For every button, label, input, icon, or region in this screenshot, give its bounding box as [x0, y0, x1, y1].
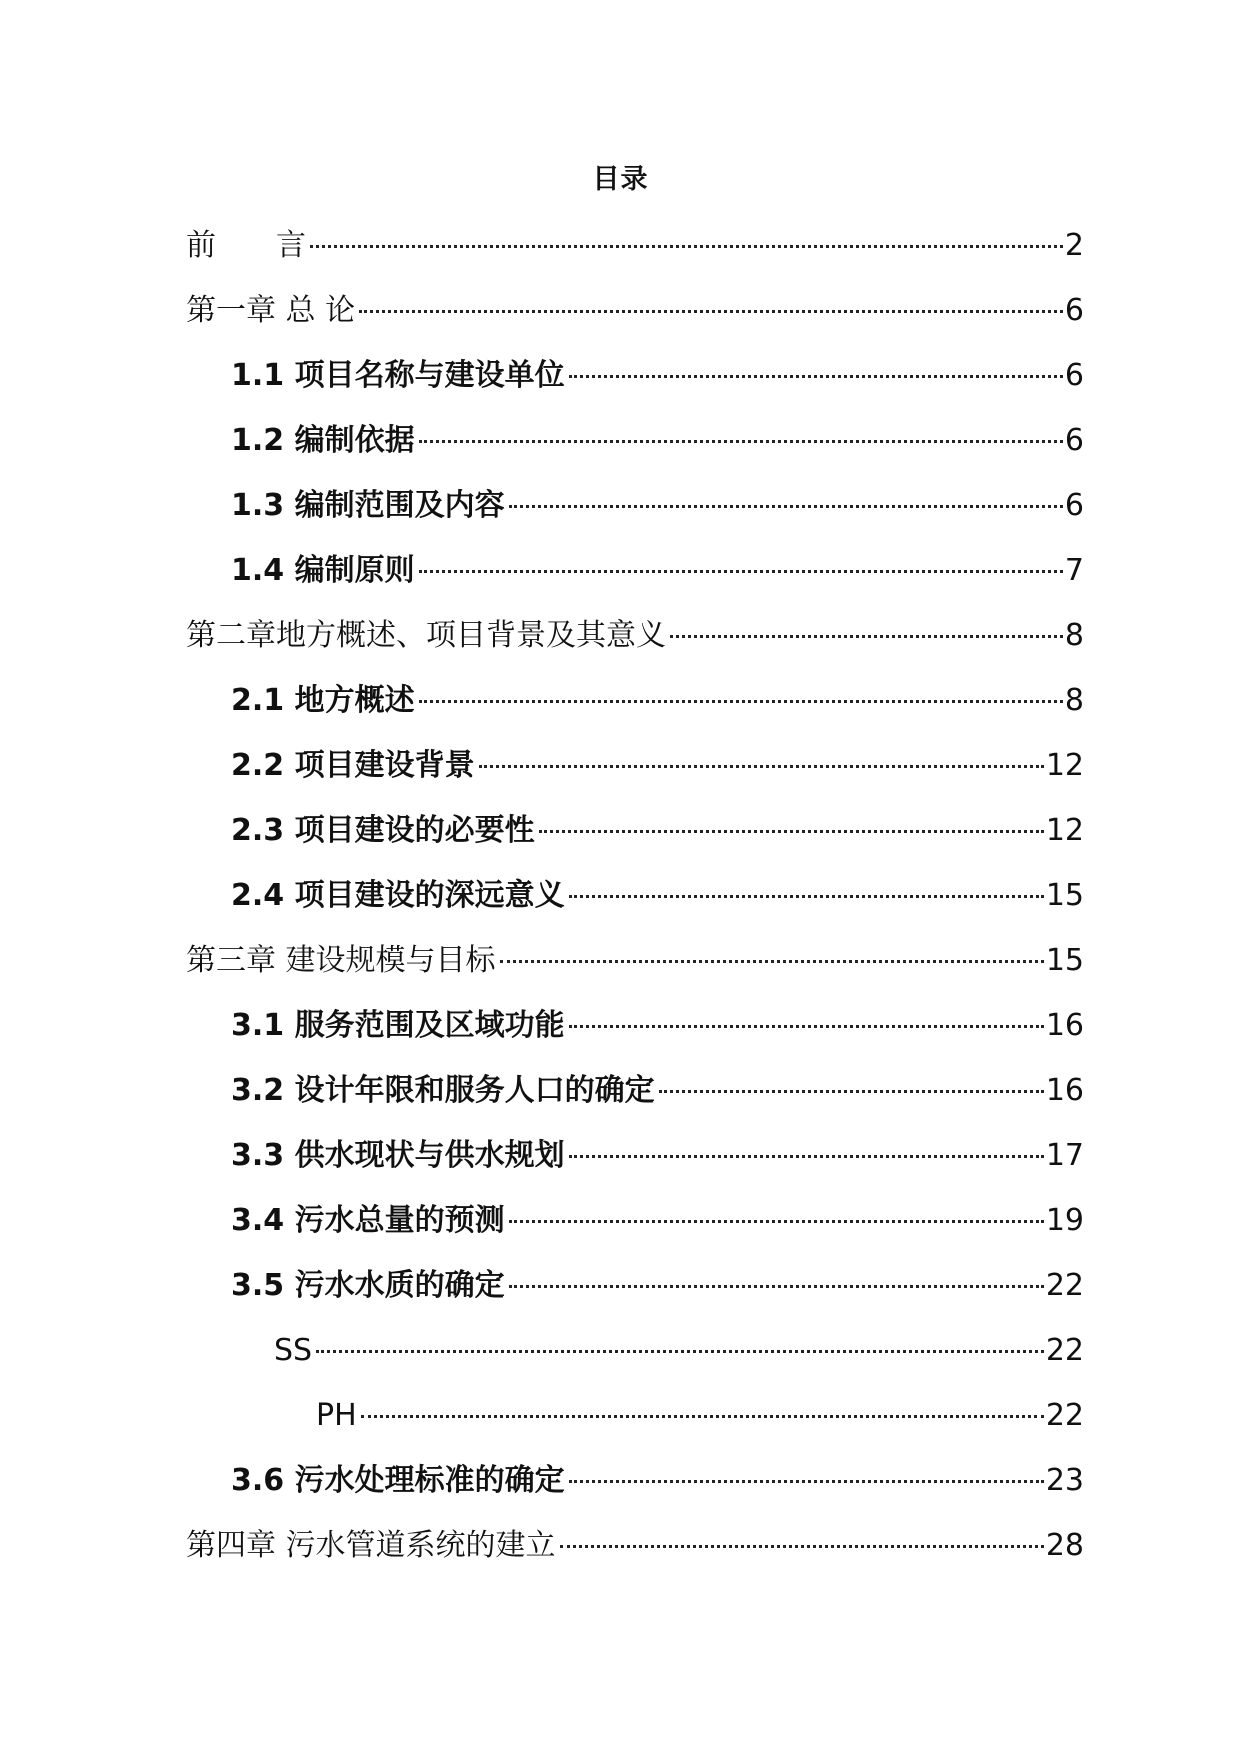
dot-leader [310, 245, 1063, 248]
toc-entry-label: SS [274, 1333, 313, 1368]
dot-leader [509, 1220, 1044, 1223]
toc-entry[interactable] [186, 226, 1084, 291]
toc-entry-label: 1.1 项目名称与建设单位 [231, 358, 565, 393]
toc-entry[interactable] [186, 1071, 1084, 1136]
table-of-contents [186, 226, 1084, 1591]
toc-entry-label: 2.1 地方概述 [231, 683, 415, 718]
toc-entry-page-number: 22 [1045, 1398, 1084, 1433]
toc-entry[interactable] [186, 1461, 1084, 1526]
toc-entry-page-number: 22 [1045, 1268, 1084, 1303]
dot-leader [419, 570, 1063, 573]
toc-entry[interactable] [186, 681, 1084, 746]
toc-entry[interactable] [186, 421, 1084, 486]
toc-entry[interactable] [186, 1396, 1084, 1461]
toc-entry-page-number: 6 [1064, 488, 1084, 523]
toc-entry[interactable] [186, 291, 1084, 356]
toc-entry[interactable] [186, 746, 1084, 811]
toc-entry-page-number: 2 [1064, 228, 1084, 263]
dot-leader [316, 1350, 1044, 1353]
toc-entry-page-number: 23 [1045, 1463, 1084, 1498]
toc-entry[interactable] [186, 941, 1084, 1006]
toc-entry[interactable] [186, 486, 1084, 551]
toc-entry[interactable] [186, 616, 1084, 681]
toc-entry[interactable] [186, 551, 1084, 616]
toc-entry-page-number: 22 [1045, 1333, 1084, 1368]
toc-entry-page-number: 16 [1045, 1008, 1084, 1043]
toc-entry-page-number: 16 [1045, 1073, 1084, 1108]
dot-leader [569, 895, 1044, 898]
toc-entry-label: 前 言 [186, 228, 306, 263]
dot-leader [569, 375, 1063, 378]
toc-entry-label: 2.2 项目建设背景 [231, 748, 475, 783]
toc-entry-label: 3.4 污水总量的预测 [231, 1203, 505, 1238]
toc-entry-label: 第二章地方概述、项目背景及其意义 [186, 618, 666, 653]
toc-entry-label: 3.3 供水现状与供水规划 [231, 1138, 565, 1173]
dot-leader [509, 505, 1063, 508]
toc-entry-page-number: 8 [1064, 618, 1084, 653]
dot-leader [569, 1025, 1044, 1028]
toc-entry-page-number: 15 [1045, 943, 1084, 978]
dot-leader [569, 1155, 1044, 1158]
toc-entry-label: 3.6 污水处理标准的确定 [231, 1463, 565, 1498]
toc-entry-label: 第四章 污水管道系统的建立 [186, 1528, 556, 1563]
toc-entry[interactable] [186, 1136, 1084, 1201]
toc-entry[interactable] [186, 1526, 1084, 1591]
toc-entry[interactable] [186, 1331, 1084, 1396]
toc-entry[interactable] [186, 1266, 1084, 1331]
toc-entry-label: PH [316, 1398, 357, 1433]
dot-leader [359, 310, 1063, 313]
toc-entry-page-number: 12 [1045, 748, 1084, 783]
toc-entry-page-number: 19 [1045, 1203, 1084, 1238]
dot-leader [509, 1285, 1044, 1288]
toc-entry-label: 第一章 总 论 [186, 293, 356, 328]
toc-entry-label: 1.2 编制依据 [231, 423, 415, 458]
toc-entry-label: 第三章 建设规模与目标 [186, 943, 496, 978]
toc-entry-label: 3.2 设计年限和服务人口的确定 [231, 1073, 655, 1108]
toc-entry-page-number: 28 [1045, 1528, 1084, 1563]
toc-entry-label: 2.4 项目建设的深远意义 [231, 878, 565, 913]
toc-entry-page-number: 12 [1045, 813, 1084, 848]
toc-entry-label: 3.1 服务范围及区域功能 [231, 1008, 565, 1043]
dot-leader [539, 830, 1044, 833]
dot-leader [419, 440, 1063, 443]
toc-entry[interactable] [186, 356, 1084, 421]
toc-entry[interactable] [186, 876, 1084, 941]
dot-leader [670, 635, 1063, 638]
dot-leader [569, 1480, 1044, 1483]
toc-entry-label: 3.5 污水水质的确定 [231, 1268, 505, 1303]
dot-leader [500, 960, 1044, 963]
dot-leader [560, 1545, 1044, 1548]
toc-entry-label: 1.4 编制原则 [231, 553, 415, 588]
toc-entry-page-number: 6 [1064, 423, 1084, 458]
toc-entry-page-number: 17 [1045, 1138, 1084, 1173]
toc-entry-page-number: 6 [1064, 293, 1084, 328]
dot-leader [419, 700, 1063, 703]
toc-entry[interactable] [186, 1006, 1084, 1071]
dot-leader [659, 1090, 1044, 1093]
toc-entry-label: 2.3 项目建设的必要性 [231, 813, 535, 848]
toc-entry-page-number: 7 [1064, 553, 1084, 588]
toc-entry-page-number: 6 [1064, 358, 1084, 393]
toc-entry-label: 1.3 编制范围及内容 [231, 488, 505, 523]
toc-entry-page-number: 15 [1045, 878, 1084, 913]
dot-leader [361, 1415, 1044, 1418]
toc-entry[interactable] [186, 1201, 1084, 1266]
toc-entry-page-number: 8 [1064, 683, 1084, 718]
toc-title: 目录 [592, 164, 649, 195]
dot-leader [479, 765, 1044, 768]
toc-entry[interactable] [186, 811, 1084, 876]
